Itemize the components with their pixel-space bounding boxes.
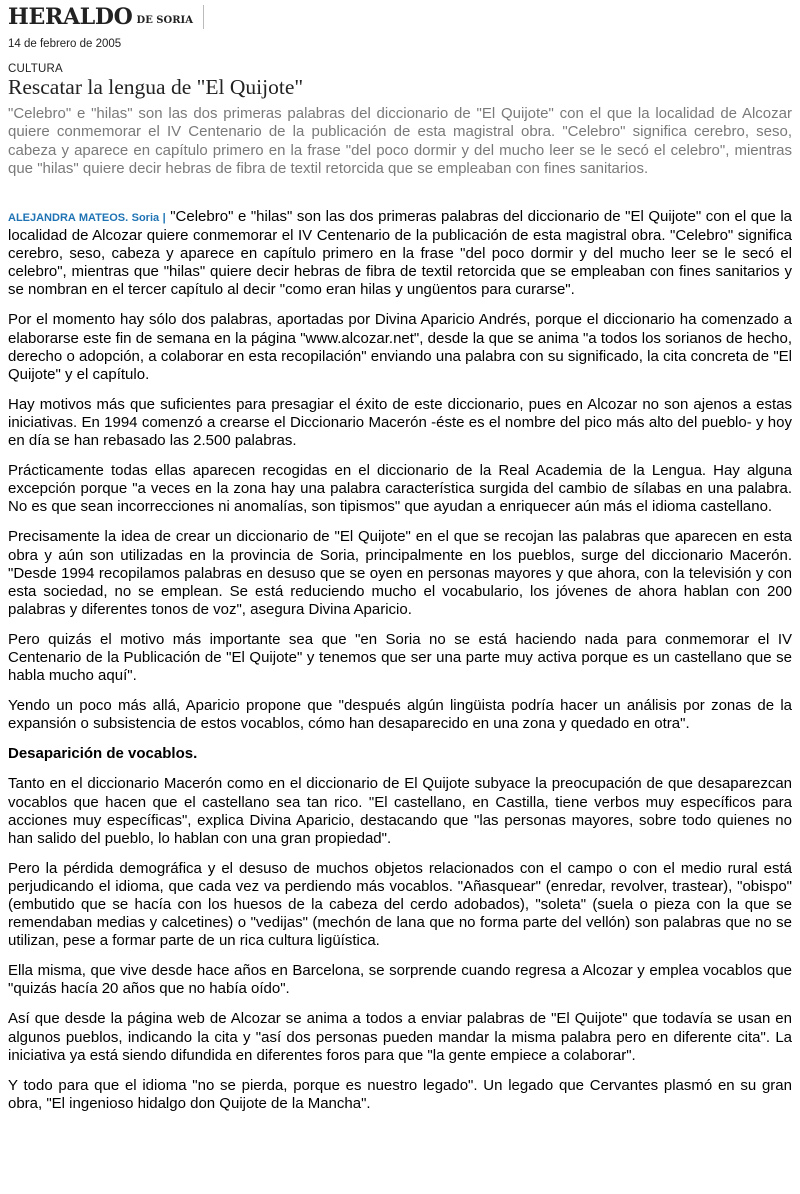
body-paragraph-3: Hay motivos más que suficientes para presagiar el éxito de este diccionario, pues en Alcozar no son ajenos a estas iniciativas. En 1994 comenzó a crearse el Diccionario Macerón -éste es el nombre del pico más alto del pueblo- y hoy en día se han rebasado las 2.500 palabras.	[8, 395, 792, 450]
site-logo-subtitle: DE SORIA	[136, 14, 193, 26]
article-lead: "Celebro" e "hilas" son las dos primeras palabras del diccionario de "El Quijote" con el que la localidad de Alcozar quiere conmemorar el IV Centenario de la publicación de esta magistral obra. "Celebro" significa cerebro, seso, cabeza y aparece en capítulo primero en la frase "del poco dormir y del mucho leer se le secó el celebro", mientras que "hilas" quiere decir hebras de fibra de textil retorcida que se empleaban con fines sanitarios.	[8, 105, 792, 177]
site-logo[interactable]: HERALDO	[8, 4, 133, 30]
body-paragraph-11: Así que desde la página web de Alcozar se anima a todos a enviar palabras de "El Quijote" que todavía se usan en algunos pueblos, indicando la cita y "así dos personas pueden mandar la misma palabra pero en diferente cita". La iniciativa ya está siendo difundida en diferentes foros para que "la gente empiece a colaborar".	[8, 1010, 792, 1064]
masthead	[8, 4, 204, 30]
body-paragraph-4: Prácticamente todas ellas aparecen recogidas en el diccionario de la Real Academia de la Lengua. Hay alguna excepción porque "a veces en la zona hay una palabra característica surgida del cambio de sílabas en una palabra. No es que sean incorrecciones ni anomalías, son tipismos" que ayudan a enriquecer aún más el idioma castellano.	[8, 462, 792, 516]
byline: ALEJANDRA MATEOS. Soria |	[8, 212, 166, 224]
article-headline: Rescatar la lengua de "El Quijote"	[8, 75, 304, 99]
body-paragraph-6: Pero quizás el motivo más importante sea que "en Soria no se está haciendo nada para conmemorar el IV Centenario de la Publicación de "El Quijote" y tenemos que ser una parte muy activa porque es un castellano que se habla mucho aquí".	[8, 630, 792, 685]
paragraph-text: "Celebro" e "hilas" son las dos primeras palabras del diccionario de "El Quijote" con el que la localidad de Alcozar quiere conmemorar el IV Centenario de la publicación de esta magistral obra. "Celebro" significa cerebro, seso, cabeza y aparece en capítulo primero en la frase "del poco dormir y del mucho leer se le secó el celebro", mientras que "hilas" quiere decir hebras de fibra de textil retorcida que se empleaban con fines sanitarios y se nombran en el tercer capítulo al decir "como eran hilas y ungüentos para curarse".	[8, 208, 793, 299]
section-subheading: Desaparición de vocablos.	[8, 745, 198, 763]
body-paragraph-8: Tanto en el diccionario Macerón como en el diccionario de El Quijote subyace la preocupación de que desaparezcan vocablos que hacen que el castellano sea tan rico. "El castellano, en Castilla, tiene verbos muy específicos para acciones muy específicas", explica Divina Aparicio, destacando que "las personas mayores, sobre todo quienes no han salido del pueblo, lo hablan con una gran propiedad".	[8, 775, 792, 847]
article-body	[8, 208, 792, 1125]
body-paragraph-9: Pero la pérdida demográfica y el desuso de muchos objetos relacionados con el campo o con el medio rural está perjudicando el idioma, que cada vez va perdiendo más vocablos. "Añasquear" (enredar, revolver, trastear), "obispo" (embutido que se hacía con los huesos de la cabeza del cerdo adobados), "soleta" (suela o pieza con la que se remendaban medias y calcetines) o "vedijas" (mechón de lana que no forma parte del vellón) son palabras que no se utilizan, pese a formar parte de un rica cultura ligüística.	[8, 859, 792, 950]
body-paragraph-1	[8, 208, 792, 299]
section-label: CULTURA	[8, 63, 63, 75]
body-paragraph-5: Precisamente la idea de crear un diccionario de "El Quijote" en el que se recojan las palabras que aparecen en esta obra y aún son utilizadas en la provincia de Soria, principalmente en los pueblos, surge del diccionario Macerón. "Desde 1994 recopilamos palabras en desuso que se oyen en personas mayores y que ahora, con la televisión y con esta sociedad, no se emplean. Se está reduciendo mucho el vocabulario, los jóvenes de ahora hablan con 200 palabras y diferentes tonos de voz", asegura Divina Aparicio.	[8, 528, 792, 618]
body-paragraph-10: Ella misma, que vive desde hace años en Barcelona, se sorprende cuando regresa a Alcozar y emplea vocablos que "quizás hacía 20 años que no había oído".	[8, 962, 792, 998]
body-paragraph-7: Yendo un poco más allá, Aparicio propone que "después algún lingüista podría hacer un análisis por zonas de la expansión o subsistencia de estos vocablos, cómo han desaparecido en una zona y quedado en otra".	[8, 697, 792, 733]
publication-date: 14 de febrero de 2005	[8, 38, 122, 50]
body-paragraph-2: Por el momento hay sólo dos palabras, aportadas por Divina Aparicio Andrés, porque el diccionario ha comenzado a elaborarse este fin de semana en la página "www.alcozar.net", desde la que se anima "a todos los sorianos de hecho, derecho o adopción, a colaborar en esta recopilación" enviando una palabra con su significado, la cita concreta de "El Quijote" y el capítulo.	[8, 311, 792, 383]
masthead-divider	[203, 5, 204, 29]
body-paragraph-12: Y todo para que el idioma "no se pierda, porque es nuestro legado". Un legado que Cervantes plasmó en su gran obra, "El ingenioso hidalgo don Quijote de la Mancha".	[8, 1076, 792, 1112]
